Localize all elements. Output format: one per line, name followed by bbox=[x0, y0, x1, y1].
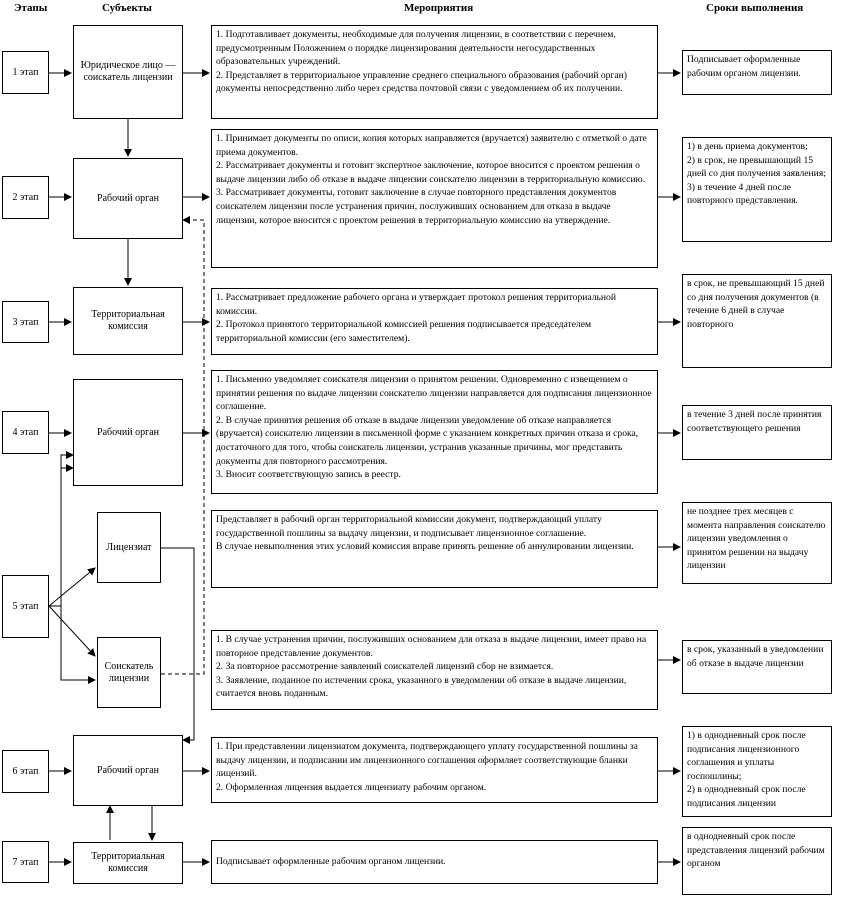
activities-stage-2 bbox=[211, 129, 658, 268]
deadline-stage-3 bbox=[682, 274, 832, 368]
activities-stage-3 bbox=[211, 288, 658, 355]
deadline-item: Подписывает оформленные рабочим органом лицензии. bbox=[687, 54, 801, 79]
subject-label: Рабочий орган bbox=[97, 764, 159, 776]
subject-label: Рабочий орган bbox=[97, 192, 159, 204]
stage-5-box bbox=[2, 575, 49, 638]
deadline-item: 1) в однодневный срок после подписания лицензионного соглашения и уплаты госпошлины; bbox=[687, 730, 806, 782]
activity-item: 1. При представлении лицензиатом документа, подтверждающего уплату государственной пошлины за выдачу лицензии, и подписании им лицензионного соглашения оформляет соответствующие бланки лицензий. bbox=[216, 741, 638, 780]
stage-2-label: 2 этап bbox=[12, 192, 39, 203]
activity-item: 2. Оформленная лицензия выдается лицензиату рабочим органом. bbox=[216, 781, 487, 793]
deadline-stage-5-licensee bbox=[682, 502, 832, 584]
stage-3-label: 3 этап bbox=[12, 316, 39, 328]
deadline-item: в течение 3 дней после принятия соответствующего решения bbox=[687, 409, 822, 434]
deadline-item: 2) в срок, не превышающий 15 дней со дня получения заявления; bbox=[687, 154, 826, 180]
activity-item: 1. Подготавливает документы, необходимые для получения лицензии, в соответствии с перечнем, предусмотренным Положением о порядке лицензирования деятельности негосударственных образовательных учреждений. bbox=[216, 29, 616, 68]
deadline-stage-7 bbox=[682, 827, 832, 895]
subject-applicant-entity bbox=[73, 25, 183, 119]
deadline-item: в срок, не превышающий 15 дней со дня получения документов (в течение 6 дней в случае повторного bbox=[687, 278, 825, 330]
activity-item: 2. Рассматривает документы и готовит экспертное заключение, которое вносится с проектом решения о выдаче лицензии либо об отказе в выдаче лицензии соискателю лицензии в территориальную комиссию. bbox=[216, 160, 646, 185]
stage-7-box bbox=[2, 841, 49, 883]
header-stages: Этапы bbox=[14, 2, 48, 14]
header-deadlines: Сроки выполнения bbox=[706, 2, 804, 14]
deadline-item: в срок, указанный в уведомлении об отказе в выдаче лицензии bbox=[687, 644, 824, 669]
subject-license-applicant bbox=[97, 637, 161, 708]
activity-item: В случае невыполнения этих условий комиссия вправе принять решение об аннулировании лицензии. bbox=[216, 541, 634, 553]
activity-item: 2. В случае принятия решения об отказе в выдаче лицензии уведомление об отказе направляется (вручается) соискателю лицензии в письменной форме с указанием конкретных причин отказа и срока, достаточного для того, чтобы соискатель лицензии, устранив указанные причины, мог представить документы для повторного рассмотрения. bbox=[216, 414, 639, 467]
subject-territorial-commission-7 bbox=[73, 842, 183, 884]
subject-label: Рабочий орган bbox=[97, 426, 159, 438]
activities-stage-5-licensee bbox=[211, 510, 658, 588]
activity-item: Подписывает оформленные рабочим органом лицензии. bbox=[216, 856, 446, 868]
deadline-stage-5-applicant bbox=[682, 640, 832, 694]
stage-4-label: 4 этап bbox=[12, 427, 39, 438]
subject-working-body-2 bbox=[73, 158, 183, 239]
activity-item: 3. Рассматривает документы, готовит заключение в случае повторного представления документов соискателем лицензии после устранения причин, послуживших основанием для отказа в выдаче лицензии, которое вносится с проектом решения в территориальную комиссию на утверждение. bbox=[216, 187, 617, 226]
stage-7-label: 7 этап bbox=[12, 856, 39, 868]
header-subjects: Субъекты bbox=[102, 2, 152, 14]
subject-licensee bbox=[97, 512, 161, 583]
activity-item: 1. В случае устранения причин, послуживших основанием для отказа в выдаче лицензии, имеет право на повторное представление документов. bbox=[216, 634, 647, 659]
activities-stage-7 bbox=[211, 840, 658, 884]
activity-item: 1. Рассматривает предложение рабочего органа и утверждает протокол решения территориальной комиссии. bbox=[216, 292, 616, 317]
activity-item: 2. Представляет в территориальное управление среднего специального образования (рабочий орган) документы непосредственно либо через средства почтовой связи с уведомлением об их получении. bbox=[216, 69, 627, 95]
stage-1-box bbox=[2, 51, 49, 94]
stage-6-box bbox=[2, 750, 49, 793]
deadline-item: 3) в течение 4 дней после повторного представления. bbox=[687, 181, 799, 207]
subject-working-body-6 bbox=[73, 735, 183, 806]
subject-label: Территориальная комиссия bbox=[91, 309, 165, 332]
activity-item: 1. Письменно уведомляет соискателя лицензии о принятом решении. Одновременно с извещением о принятии решения по выдаче лицензии соискателю лицензии направляется для подписания лицензионное соглашение. bbox=[216, 374, 652, 413]
stage-2-box bbox=[2, 176, 49, 219]
activity-item: 3. Заявление, поданное по истечении срока, указанного в уведомлении об отказе в выдаче лицензии, считается вновь поданным. bbox=[216, 674, 627, 700]
subject-label: Юридическое лицо — соискатель лицензии bbox=[80, 60, 176, 83]
stage-3-box bbox=[2, 301, 49, 343]
activity-item: 2. Протокол принятого территориальной комиссией решения подписывается председателем территориальной комиссии (его заместителем). bbox=[216, 319, 592, 344]
deadline-stage-1 bbox=[682, 50, 832, 95]
activities-stage-4 bbox=[211, 370, 658, 494]
deadline-stage-2 bbox=[682, 137, 832, 242]
deadline-item: в однодневный срок после представления лицензий рабочим органом bbox=[687, 831, 825, 870]
stage-1-label: 1 этап bbox=[12, 67, 39, 78]
subject-label: Лицензиат bbox=[106, 541, 152, 553]
deadline-item: не позднее трех месяцев с момента направления соискателю лицензии уведомления о принятом решении на выдачу лицензии bbox=[687, 506, 826, 572]
subject-territorial-commission-3 bbox=[73, 287, 183, 355]
subject-label: Территориальная комиссия bbox=[91, 851, 165, 874]
deadline-item: 2) в однодневный срок после подписания лицензии bbox=[687, 784, 806, 809]
activity-item: Представляет в рабочий орган территориальной комиссии документ, подтверждающий уплату государственной пошлины за выдачу лицензии, и подписывает лицензионное соглашение. bbox=[216, 514, 602, 539]
header-activities: Мероприятия bbox=[404, 2, 474, 14]
deadline-item: 1) в день приема документов; bbox=[687, 141, 808, 152]
deadline-stage-4 bbox=[682, 405, 832, 460]
activity-item: 2. За повторное рассмотрение заявлений соискателей лицензий сбор не взимается. bbox=[216, 661, 554, 673]
stage-5-label: 5 этап bbox=[12, 601, 39, 612]
stage-6-label: 6 этап bbox=[12, 766, 39, 777]
activities-stage-5-applicant bbox=[211, 630, 658, 710]
deadline-stage-6 bbox=[682, 726, 832, 817]
activity-item: 1. Принимает документы по описи, копия которых направляется (вручается) заявителю с отметкой о дате приема документов. bbox=[216, 133, 647, 158]
activities-stage-1 bbox=[211, 25, 658, 119]
activity-item: 3. Вносит соответствующую запись в реестр. bbox=[216, 469, 401, 481]
subject-label: Соискатель лицензии bbox=[104, 660, 154, 684]
stage-4-box bbox=[2, 411, 49, 454]
activities-stage-6 bbox=[211, 737, 658, 803]
subject-working-body-4 bbox=[73, 379, 183, 486]
